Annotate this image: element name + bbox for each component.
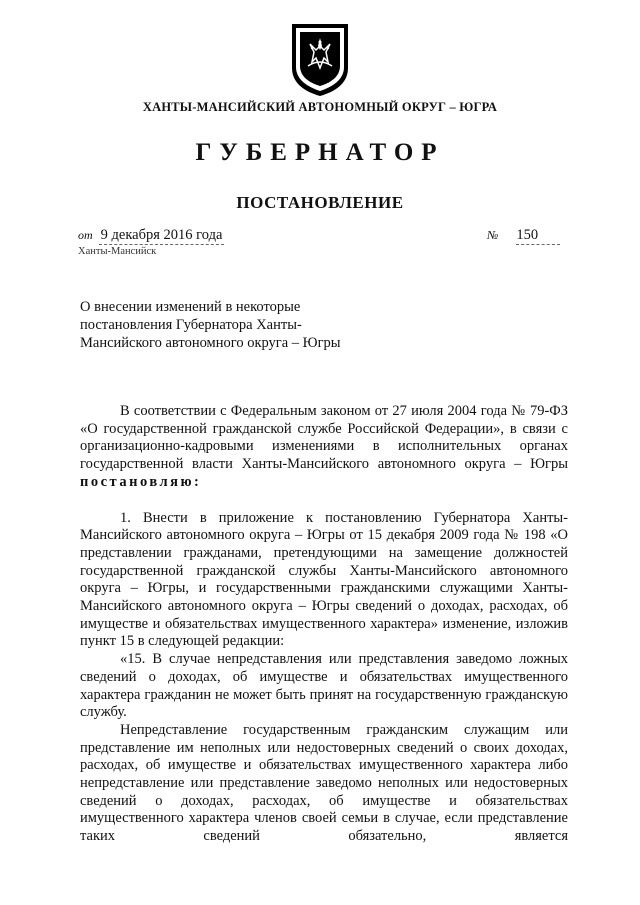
- preamble-text: В соответствии с Федеральным законом от 27 июля 2004 года № 79-ФЗ «О государственной гражданской службе Российской Федерации», в связи с организационно-кадровыми изменениями в исполнительных органах государственной власти Ханты-Мансийского автономного округа – Югры: [80, 403, 568, 473]
- date-row: [78, 227, 224, 245]
- emblem-caption: ЮГРА: [311, 79, 329, 85]
- city-name: Ханты-Мансийск: [78, 246, 157, 257]
- item-1-paragraph: 1. Внести в приложение к постановлению Губернатора Ханты-Мансийского автономного округа – Югры от 15 декабря 2009 года № 198 «О представлении гражданами, претендующими на замещение должностей государственной гражданской службы Ханты-Мансийского автономного округа – Югры, и государственными гражданскими служащими Ханты-Мансийского автономного округа – Югры сведений о доходах, расходах, об имуществе и обязательствах имущественного характера» изменение, изложив пункт 15 в следующей редакции:: [80, 509, 568, 650]
- document-type: ПОСТАНОВЛЕНИЕ: [236, 193, 404, 212]
- item-15-paragraph: «15. В случае непредставления или представления заведомо ложных сведений о доходах, об имуществе и обязательствах имущественного характера гражданин не может быть принят на государственную гражданскую службу.: [80, 651, 568, 721]
- document-subject: О внесении изменений в некоторые постановления Губернатора Ханты-Мансийского автономного округа – Югры: [80, 299, 341, 351]
- number-row: [487, 227, 560, 245]
- document-date: 9 декабря 2016 года: [100, 227, 223, 243]
- item-15-continuation: Непредставление государственным гражданским служащим или представление им неполных или недостоверных сведений о своих доходах, расходах, об имуществе и обязательствах имущественного характера либо непредставление или представление заведомо неполных или недостоверных сведений о доходах, расходах, об имуществе и обязательствах имущественного характера членов своей семьи в случае, если представление таких сведений обязательно, является: [80, 721, 568, 845]
- preamble-paragraph: [80, 403, 568, 492]
- document-body: [80, 403, 568, 846]
- region-name: ХАНТЫ-МАНСИЙСКИЙ АВТОНОМНЫЙ ОКРУГ – ЮГРА: [142, 100, 498, 114]
- document-number: 150: [516, 227, 560, 245]
- coat-of-arms-icon: [286, 18, 354, 98]
- number-prefix: №: [487, 228, 499, 242]
- date-prefix: от: [78, 228, 93, 242]
- authority-title: ГУБЕРНАТОР: [195, 139, 445, 166]
- decree-word: постановляю:: [80, 473, 202, 490]
- coat-of-arms-emblem: [286, 18, 354, 98]
